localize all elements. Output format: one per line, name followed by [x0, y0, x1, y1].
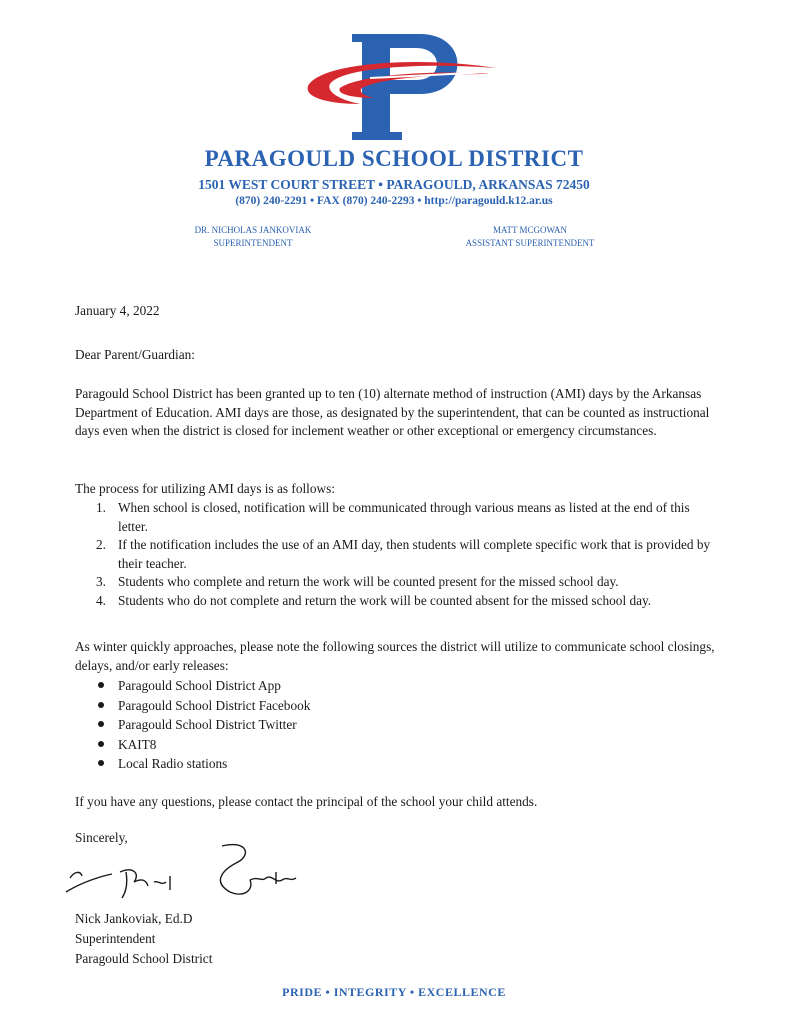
list-item — [75, 536, 720, 573]
sources-list — [75, 676, 720, 774]
footer-motto: PRIDE • INTEGRITY • EXCELLENCE — [282, 985, 506, 999]
list-item — [75, 592, 720, 611]
official-name: MATT MCGOWAN — [492, 225, 568, 235]
official-title: SUPERINTENDENT — [213, 238, 293, 248]
list-item-text: If the notification includes the use of an AMI day, then students will complete specific work that is provided by their teacher. — [118, 537, 711, 571]
official-assistant-superintendent — [455, 224, 605, 250]
list-number: 3. — [96, 574, 106, 589]
official-superintendent — [178, 224, 328, 250]
list-item-text: Local Radio stations — [118, 756, 228, 771]
paragraph-ami-intro: Paragould School District has been granted up to ten (10) alternate method of instruction (AMI) days by the Arkansas Department of Education. AMI days are those, as designated by the superintendent, that can be counted as instructional days even when the district is closed for inclement weather or other exceptional or emergency circumstances. — [75, 386, 710, 438]
official-title: ASSISTANT SUPERINTENDENT — [465, 238, 595, 248]
list-item — [75, 715, 720, 735]
process-steps-list — [75, 499, 720, 610]
list-item-text: KAIT8 — [118, 736, 157, 752]
signer-name: Nick Jankoviak, Ed.D — [75, 911, 193, 926]
list-item-text: Students who complete and return the work will be counted present for the missed school day. — [118, 574, 619, 589]
questions-line: If you have any questions, please contact the principal of the school your child attends. — [75, 794, 538, 809]
bullet-icon — [98, 721, 104, 727]
letter-date: January 4, 2022 — [75, 303, 160, 318]
list-item — [75, 696, 720, 716]
logo-p-letter — [352, 34, 458, 140]
district-address: 1501 WEST COURT STREET • PARAGOULD, ARKANSAS 72450 — [198, 177, 590, 192]
list-item-text: When school is closed, notification will be communicated through various means as listed at the end of this letter. — [118, 500, 690, 534]
salutation: Dear Parent/Guardian: — [75, 347, 195, 362]
list-item — [75, 499, 720, 536]
bullet-icon — [98, 741, 104, 747]
list-item — [75, 754, 720, 774]
list-item-text: Students who do not complete and return the work will be counted absent for the missed school day. — [118, 592, 652, 608]
paragraph-sources-intro: As winter quickly approaches, please note the following sources the district will utilize to communicate school closings, delays, and/or early releases: — [75, 639, 715, 673]
closing: Sincerely, — [75, 830, 128, 845]
bullet-icon — [98, 682, 104, 688]
list-item — [75, 735, 720, 755]
list-number: 4. — [96, 592, 106, 608]
list-item — [75, 573, 720, 592]
list-number: 1. — [96, 500, 106, 515]
signer-title: Superintendent — [75, 931, 156, 946]
bullet-icon — [98, 702, 104, 708]
list-number: 2. — [96, 537, 106, 552]
district-name: PARAGOULD SCHOOL DISTRICT — [204, 146, 584, 171]
list-item-text: Paragould School District Twitter — [118, 717, 297, 732]
bullet-icon — [98, 760, 104, 766]
list-item-text: Paragould School District Facebook — [118, 697, 311, 713]
list-item-text: Paragould School District App — [118, 678, 281, 693]
signer-org: Paragould School District — [75, 951, 213, 966]
official-name: DR. NICHOLAS JANKOVIAK — [194, 225, 312, 235]
signature-block — [75, 909, 212, 969]
list-item — [75, 676, 720, 696]
district-contact: (870) 240-2291 • FAX (870) 240-2293 • http://paragould.k12.ar.us — [235, 195, 553, 207]
process-intro: The process for utilizing AMI days is as follows: — [75, 481, 335, 496]
district-logo — [300, 28, 500, 146]
handwritten-signature — [62, 832, 312, 912]
